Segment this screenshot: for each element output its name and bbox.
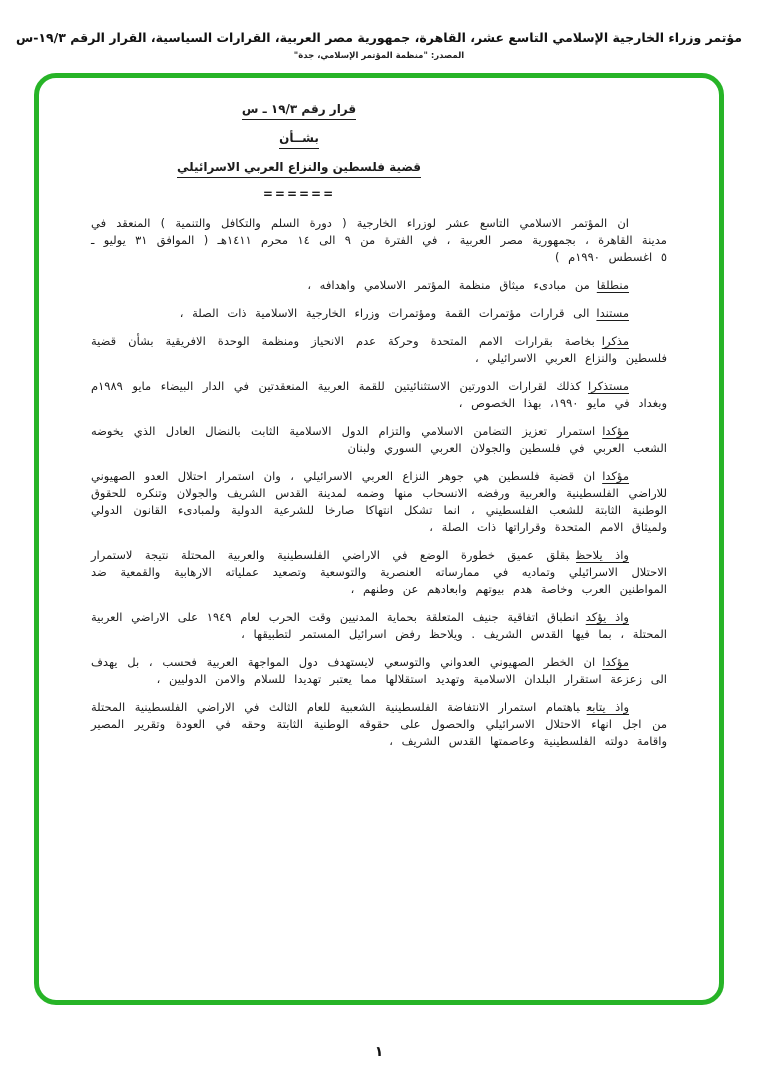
paragraph-text: ان الخطر الصهيوني العدواني والتوسعي لايستهدف دول المواجهة العربية فحسب ، بل يهدف الى زعزعة استقرار البلدان الاسلامية وتهديد استقلالها مما يعتبر تهديدا للسلام والامن الدوليين ، (91, 655, 667, 686)
source-line: المصدر: "منظمة المؤتمر الإسلامي، جدة" (293, 51, 465, 61)
title-line-1: قرار رقم ١٩/٣ ـ س (242, 102, 356, 120)
title-block (177, 98, 421, 201)
paragraph-text: بخاصة بقرارات الامم المتحدة وحركة عدم الانحياز ومنظمة الوحدة الافريقية بشأن قضية فلسطين والنزاع العربي الاسرائيلي ، (91, 334, 667, 365)
paragraph-text: بقلق عميق خطورة الوضع في الاراضي الفلسطينية والعربية المحتلة نتيجة لاستمرار الاحتلال الاسرائيلي وتماديه في ممارساته العنصرية والتوسعية وتصعيد عملياته الارهابية والقمعية ضد المواطنين العرب وخاصة هدم بيوتهم وابعادهم عن وطنهم ، (91, 548, 667, 596)
title-line-3: قضية فلسطين والنزاع العربي الاسرائيلي (177, 160, 421, 178)
document-body (91, 215, 667, 750)
paragraph-text: استمرار تعزيز التضامن الاسلامي والتزام الدول الاسلامية الثابت بالنضال العادل الذي يخوضه الشعب العربي في فلسطين والجولان العربي السوري ولبنان (91, 424, 667, 455)
paragraph (91, 277, 667, 294)
paragraph-lead: مذكرا (601, 334, 629, 348)
paragraph-lead: مؤكدا (602, 469, 629, 483)
paragraph (91, 215, 667, 266)
paragraph-lead: واذ يؤكد (585, 610, 629, 624)
paragraph-lead: مستذكرا (588, 379, 629, 393)
paragraph (91, 654, 667, 688)
paragraph-text: من مبادىء ميثاق منظمة المؤتمر الاسلامي واهدافه ، (307, 278, 590, 292)
paragraph (91, 378, 667, 412)
paragraph-text: الى قرارات مؤتمرات القمة ومؤتمرات وزراء الخارجية الاسلامية ذات الصلة ، (179, 306, 590, 320)
paragraph (91, 333, 667, 367)
paragraph (91, 699, 667, 750)
paragraph-lead: واذ يلاحظ (576, 548, 629, 562)
title-separator: ====== (262, 187, 336, 201)
paragraph-lead: واذ يتابع (586, 700, 630, 714)
paragraph-lead: مستندا (596, 306, 629, 320)
document-frame (34, 73, 724, 1005)
page-number: ١ (374, 1044, 384, 1060)
paragraph-text: كذلك لقرارات الدورتين الاستثنائيتين للقمة العربية المنعقدتين في الدار البيضاء مايو ١٩٨٩م وبغداد في مايو ١٩٩٠، بهذا الخصوص ، (91, 379, 667, 410)
paragraph-text: باهتمام استمرار الانتفاضة الفلسطينية الشعبية للعام الثالث في الاراضي الفلسطينية المحتلة من اجل انهاء الاحتلال الاسرائيلي والحصول على حقوقه الوطنية الثابتة وحقه في العودة وتقرير المصير واقامة دولته الفلسطينية وعاصمتها القدس الشريف ، (91, 700, 667, 748)
paragraph-lead: مؤكدا (602, 655, 629, 669)
paragraph (91, 609, 667, 643)
paragraph (91, 468, 667, 536)
title-line-2: بشــأن (279, 131, 319, 149)
paragraph-text: ان قضية فلسطين هي جوهر النزاع العربي الاسرائيلي ، وان استمرار احتلال العدو الصهيوني للاراضي الفلسطينية والعربية ورفضه الانسحاب منها وضمه لمدينة القدس الشريف والجولان وتنكره للحقوق الوطنية الثابتة للشعب الفلسطيني ، انما تشكل انتهاكا صارخا للشرعية الدولية ولمبادىء القانون الدولي ولميثاق الامم المتحدة وقراراتها ذات الصلة ، (91, 469, 667, 534)
paragraph-lead: منطلقا (596, 278, 629, 292)
paragraph (91, 547, 667, 598)
paragraph-text: ان المؤتمر الاسلامي التاسع عشر لوزراء الخارجية ( دورة السلم والتكافل والتنمية ) المنعقد في مدينة القاهرة ، بجمهورية مصر العربية ، في الفترة من ٩ الى ١٤ محرم ١٤١١هـ ( الموافق ٣١ يوليو ـ ٥ اغسطس ١٩٩٠م ) (91, 216, 667, 264)
paragraph (91, 305, 667, 322)
paragraph-lead: مؤكدا (602, 424, 629, 438)
document-header: مؤتمر وزراء الخارجية الإسلامي التاسع عشر، القاهرة، جمهورية مصر العربية، القرارات السياسية، القرار الرقم ١٩/٣-س (15, 30, 743, 45)
paragraph-text: انطباق اتفاقية جنيف المتعلقة بحماية المدنيين وقت الحرب لعام ١٩٤٩ على الاراضي العربية المحتلة ، بما فيها القدس الشريف . ويلاحظ رفض اسرائيل المستمر لتطبيقها ، (91, 610, 667, 641)
paragraph (91, 423, 667, 457)
